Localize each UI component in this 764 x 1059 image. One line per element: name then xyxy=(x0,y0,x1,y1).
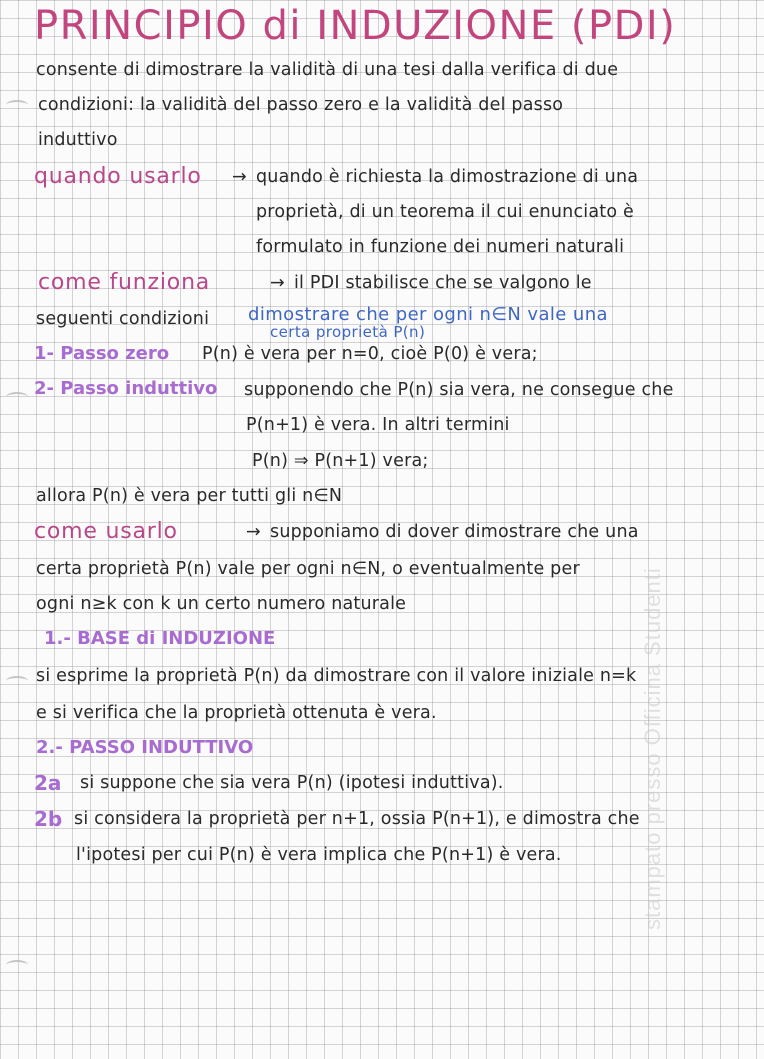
step-label-passo-zero: 1- Passo zero xyxy=(34,343,170,364)
arrow-icon: → xyxy=(270,273,285,293)
passo-2b-line-1: si considera la proprietà per n+1, ossia P(n+1), e dimostra che xyxy=(74,809,640,829)
sub-step-label-2b: 2b xyxy=(34,807,63,831)
passo-induttivo-line-2: P(n+1) è vera. In altri termini xyxy=(246,415,510,435)
funziona-conclusion: allora P(n) è vera per tutti gli n∈N xyxy=(36,486,343,506)
watermark: stampato presso Officina Studenti xyxy=(640,567,665,930)
quando-line-3: formulato in funzione dei numeri naturali xyxy=(256,237,625,257)
binder-hole-mark xyxy=(6,392,28,402)
section-head-funziona: come funziona xyxy=(38,270,211,295)
passo-2b-line-2: l'ipotesi per cui P(n) è vera implica che P(n+1) è vera. xyxy=(76,845,562,865)
intro-line-1: consente di dimostrare la validità di una tesi dalla verifica di due xyxy=(36,60,619,80)
step-label-passo-induttivo: 2- Passo induttivo xyxy=(34,378,218,399)
section-head-usarlo: come usarlo xyxy=(34,519,178,544)
usarlo-line-3: ogni n≥k con k un certo numero naturale xyxy=(36,594,407,614)
binder-hole-mark xyxy=(6,100,28,110)
arrow-icon: → xyxy=(246,522,261,542)
section-head-quando: quando usarlo xyxy=(34,164,202,189)
passo-2a-text: si suppone che sia vera P(n) (ipotesi induttiva). xyxy=(80,773,504,793)
blue-note-line-2: certa proprietà P(n) xyxy=(270,323,426,341)
funziona-line-2: seguenti condizioni xyxy=(36,309,210,329)
intro-line-2: condizioni: la validità del passo zero e la validità del passo xyxy=(38,95,564,115)
passo-induttivo-line-3: P(n) ⇒ P(n+1) vera; xyxy=(252,451,429,471)
step-label-base: 1.- BASE di INDUZIONE xyxy=(44,628,276,649)
quando-line-2: proprietà, di un teorema il cui enunciato è xyxy=(256,202,634,222)
base-line-1: si esprime la proprietà P(n) da dimostrare con il valore iniziale n=k xyxy=(36,666,637,686)
binder-hole-mark xyxy=(6,676,28,686)
blue-note-line-1: dimostrare che per ogni n∈N vale una xyxy=(248,304,608,325)
arrow-icon: → xyxy=(232,167,247,187)
intro-line-3: induttivo xyxy=(38,130,118,150)
usarlo-line-2: certa proprietà P(n) vale per ogni n∈N, o eventualmente per xyxy=(36,559,580,579)
quando-line-1: quando è richiesta la dimostrazione di una xyxy=(256,167,639,187)
passo-zero-text: P(n) è vera per n=0, cioè P(0) è vera; xyxy=(202,344,538,364)
page-title: PRINCIPIO di INDUZIONE (PDI) xyxy=(34,3,677,49)
step-label-passo: 2.- PASSO INDUTTIVO xyxy=(36,737,254,758)
funziona-line-1: il PDI stabilisce che se valgono le xyxy=(294,273,592,293)
base-line-2: e si verifica che la proprietà ottenuta è vera. xyxy=(36,703,437,723)
binder-hole-mark xyxy=(6,960,28,970)
sub-step-label-2a: 2a xyxy=(34,771,62,795)
passo-induttivo-line-1: supponendo che P(n) sia vera, ne consegue che xyxy=(244,380,674,400)
usarlo-line-1: supponiamo di dover dimostrare che una xyxy=(270,522,639,542)
